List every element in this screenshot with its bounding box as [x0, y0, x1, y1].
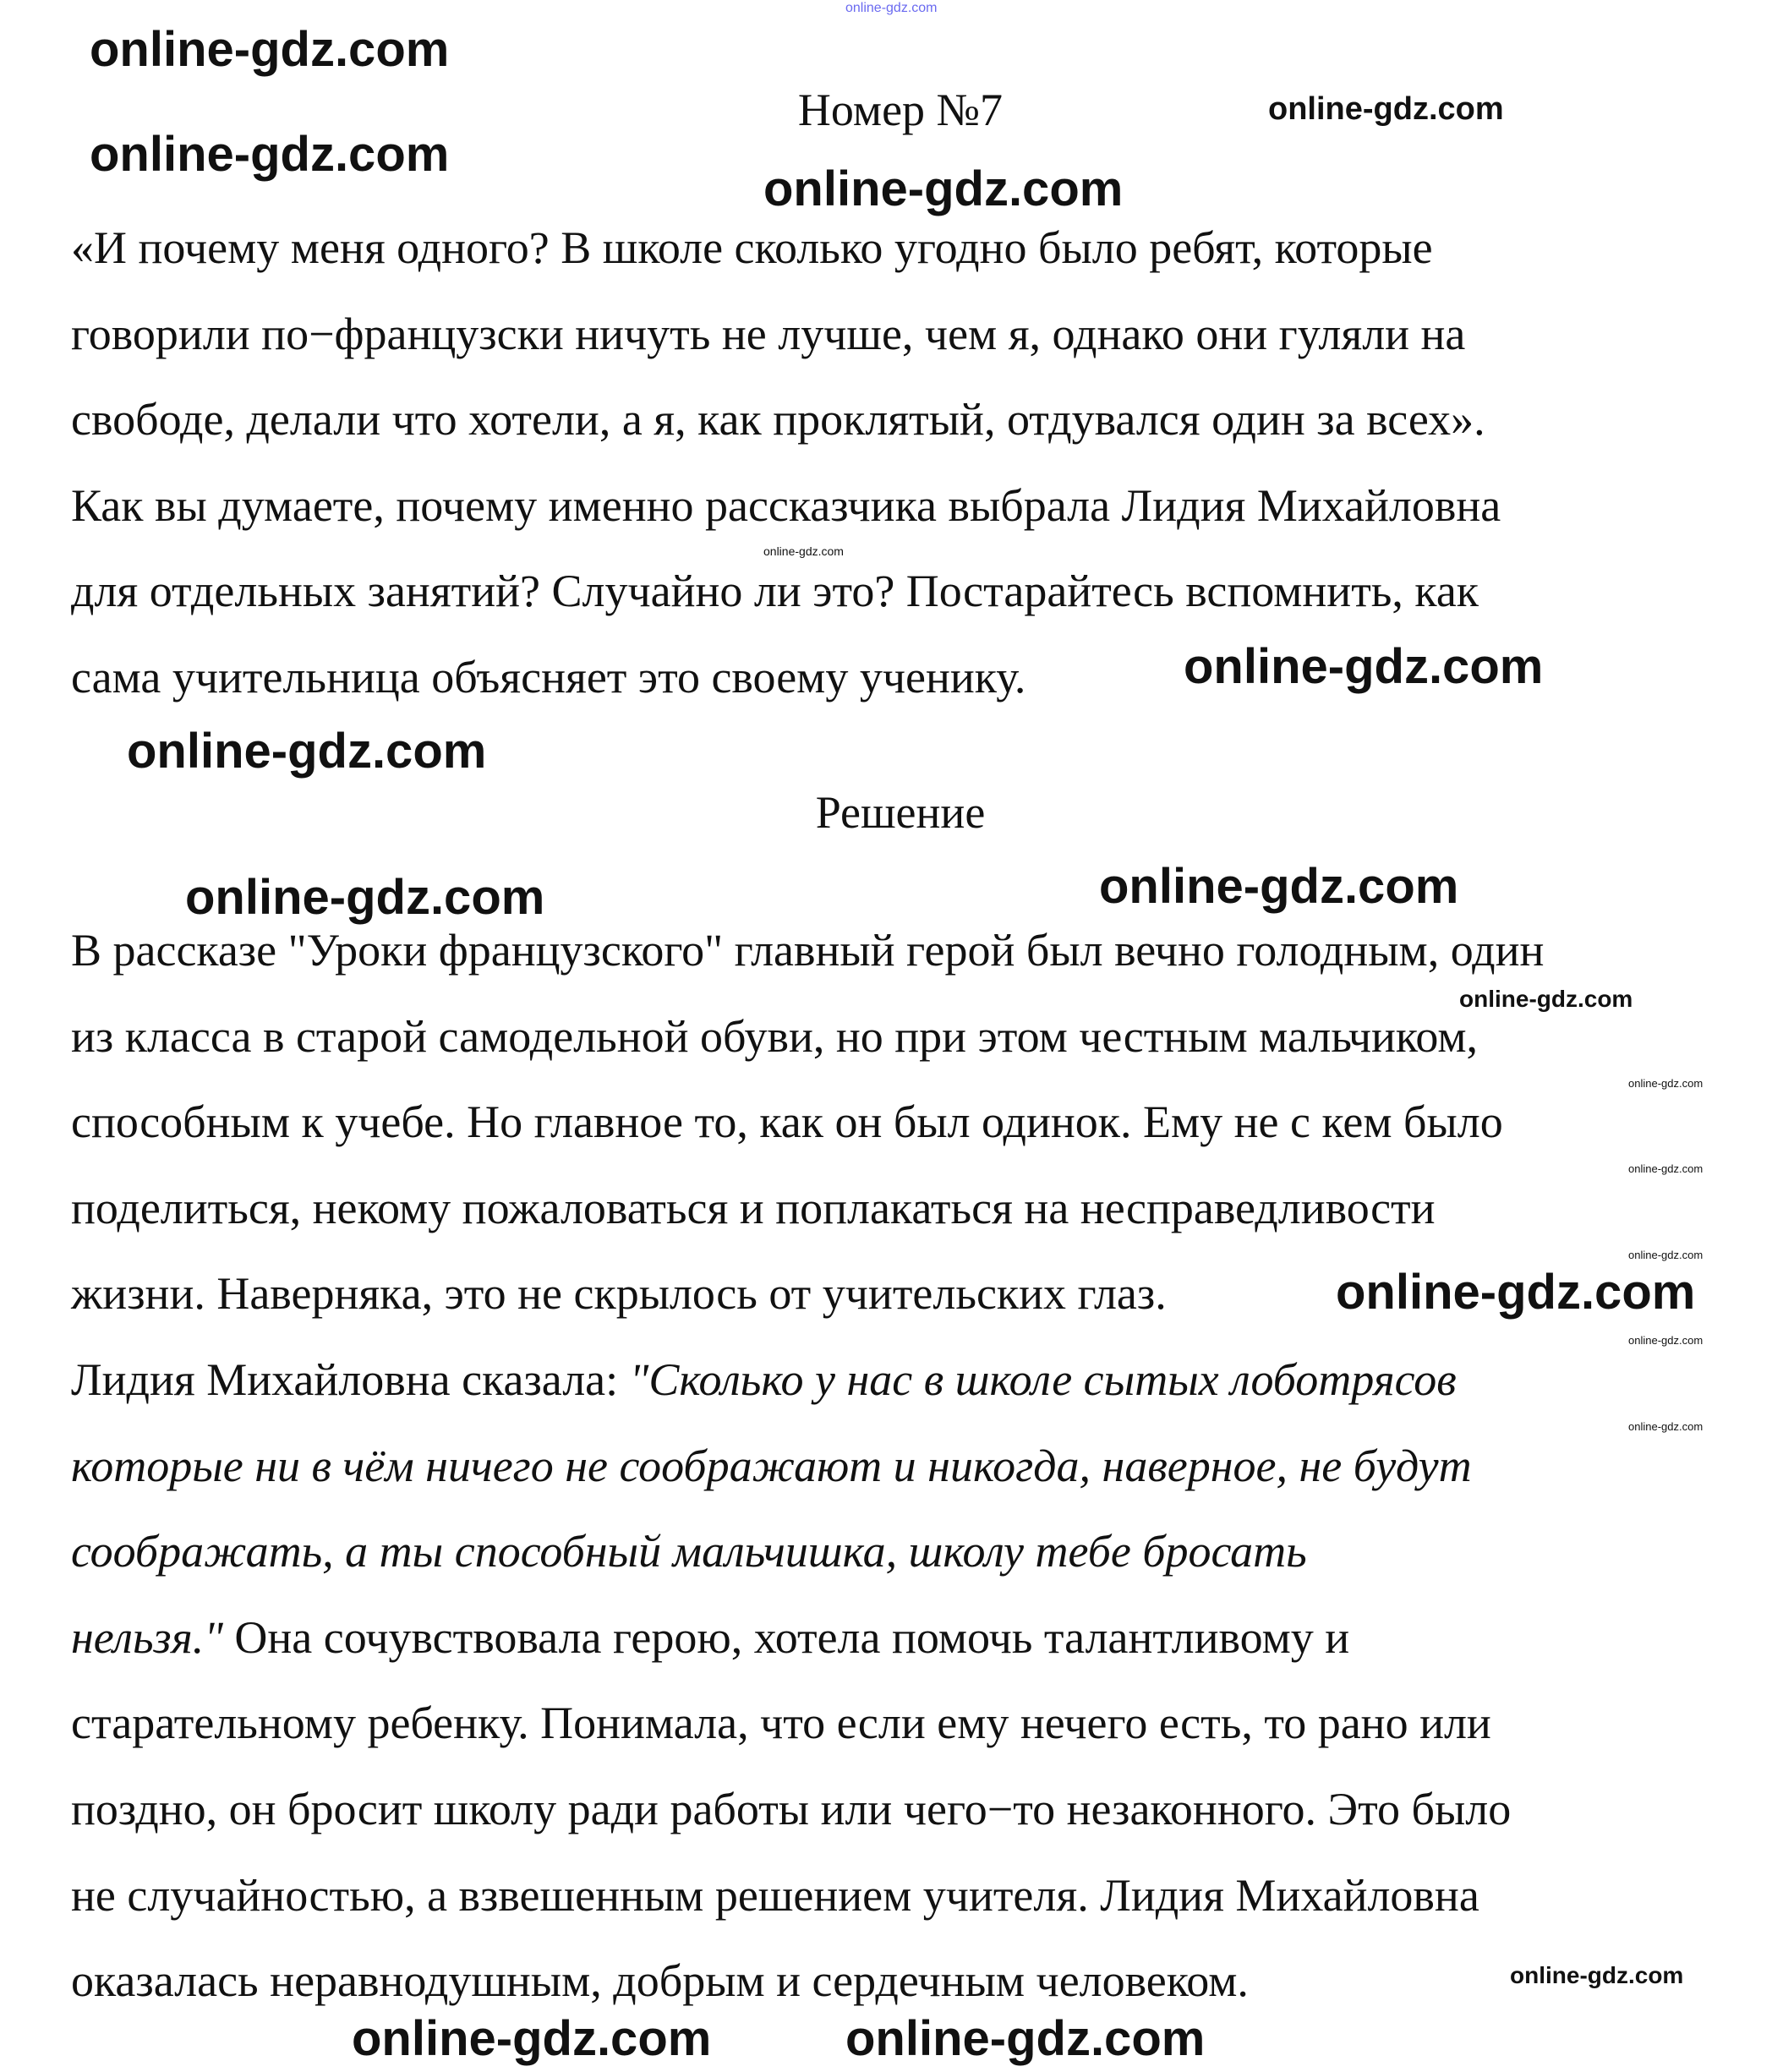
watermark: online-gdz.com [1268, 91, 1504, 127]
watermark: online-gdz.com [1628, 1334, 1704, 1347]
watermark: online-gdz.com [1459, 986, 1633, 1012]
question-line: говорили по−французски ничуть не лучше, чем я, однако они гуляли на [71, 308, 1466, 359]
watermark: online-gdz.com [127, 724, 487, 779]
solution-line: В рассказе "Уроки французского" главный герой был вечно голодным, один [71, 925, 1545, 976]
watermark: online-gdz.com [763, 161, 1124, 216]
solution-line [71, 1595, 1544, 1681]
solution-line: из класса в старой самодельной обуви, но при этом честным мальчиком, [71, 1010, 1479, 1062]
question-line: для отдельных занятий? Случайно ли это? Постарайтесь вспомнить, как [71, 566, 1479, 617]
question-line: сама учительница объясняет это своему ученику. [71, 651, 1026, 703]
question-line: Как вы думаете, почему именно рассказчика выбрала Лидия Михайловна [71, 479, 1501, 531]
watermark: online-gdz.com [1628, 1420, 1704, 1433]
solution-line: поздно, он бросит школу ради работы или чего−то незаконного. Это было [71, 1783, 1512, 1834]
watermark: online-gdz.com [1184, 639, 1544, 694]
quote-text: "Сколько у нас в школе сытых лоботрясов [629, 1353, 1457, 1405]
watermark: online-gdz.com [1510, 1962, 1684, 1988]
solution-line [71, 1337, 1544, 1424]
quote-text: нельзя." [71, 1611, 223, 1663]
task-title: Номер №7 [797, 85, 1004, 135]
watermark: online-gdz.com [1099, 859, 1459, 914]
watermark: online-gdz.com [1336, 1265, 1696, 1320]
solution-title: Решение [815, 787, 986, 838]
solution-text-normal: Лидия Михайловна сказала: [71, 1353, 630, 1405]
watermark: online-gdz.com [1628, 1162, 1704, 1175]
watermark: online-gdz.com [845, 2011, 1206, 2066]
watermark: online-gdz.com [185, 870, 545, 925]
solution-line: старательному ребенку. Понимала, что если ему нечего есть, то рано или [71, 1698, 1491, 1749]
solution-line: не случайностью, а взвешенным решением учителя. Лидия Михайловна [71, 1869, 1479, 1921]
watermark: online-gdz.com [90, 22, 450, 77]
solution-line: оказалась неравнодушным, добрым и сердечным человеком. [71, 1955, 1249, 2007]
watermark: online-gdz.com [845, 1, 938, 15]
watermark: online-gdz.com [1628, 1249, 1704, 1261]
solution-text-normal: Она сочувствовала герою, хотела помочь талантливому и [222, 1611, 1350, 1663]
solution-line: поделиться, некому пожаловаться и поплакаться на несправедливости [71, 1182, 1436, 1233]
watermark: online-gdz.com [1628, 1077, 1704, 1090]
quote-line: которые ни в чём ничего не соображают и никогда, наверное, не будут [71, 1440, 1472, 1491]
solution-line: способным к учебе. Но главное то, как он был одинок. Ему не с кем было [71, 1096, 1503, 1148]
question-line: свободе, делали что хотели, а я, как проклятый, отдувался один за всех». [71, 394, 1485, 446]
question-line: «И почему меня одного? В школе сколько угодно было ребят, которые [71, 222, 1433, 273]
solution-text [71, 908, 1544, 2025]
watermark: online-gdz.com [352, 2011, 712, 2066]
solution-line: жизни. Наверняка, это не скрылось от учительских глаз. [71, 1268, 1167, 1320]
watermark: online-gdz.com [763, 544, 844, 558]
watermark: online-gdz.com [90, 127, 450, 182]
quote-line: соображать, а ты способный мальчишка, школу тебе бросать [71, 1526, 1307, 1577]
